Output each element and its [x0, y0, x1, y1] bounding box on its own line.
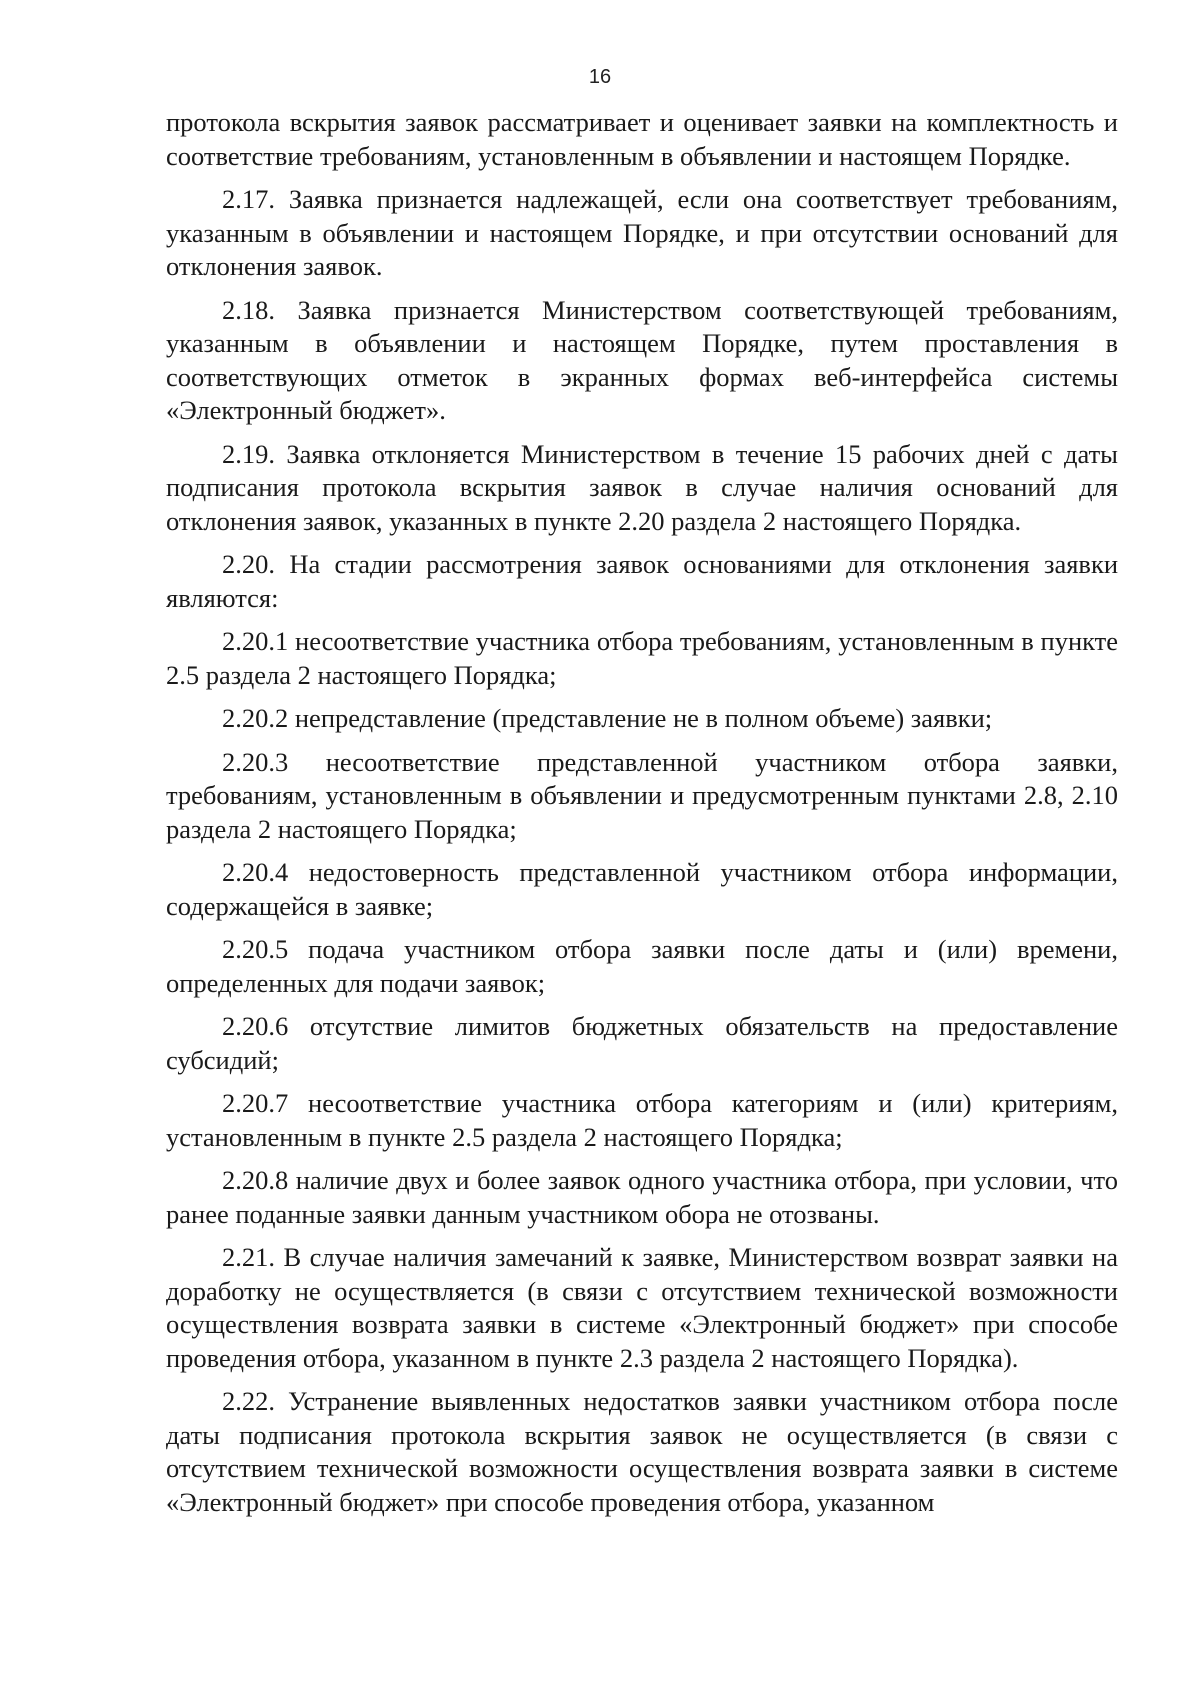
paragraph-2-17: 2.17. Заявка признается надлежащей, если она соответствует требованиям, указанным в объявлении и настоящем Порядке, и при отсутствии оснований для отклонения заявок.: [166, 184, 1118, 281]
paragraph-2-19: 2.19. Заявка отклоняется Министерством в течение 15 рабочих дней с даты подписания протокола вскрытия заявок в случае наличия оснований для отклонения заявок, указанных в пункте 2.20 раздела 2 настоящего Порядка.: [166, 438, 1118, 536]
paragraph-2-18: 2.18. Заявка признается Министерством соответствующей требованиям, указанным в объявлении и настоящем Порядке, путем проставления в соответствующих отметок в экранных формах веб-интерфейса системы «Электронный бюджет».: [166, 294, 1118, 425]
paragraph-2-20-5: 2.20.5 подача участником отбора заявки после даты и (или) времени, определенных для подачи заявок;: [166, 934, 1118, 998]
paragraph-2-21: 2.21. В случае наличия замечаний к заявке, Министерством возврат заявки на доработку не осуществляется (в связи с отсутствием технической возможности осуществления возврата заявки в системе «Электронный бюджет» при способе проведения отбора, указанном в пункте 2.3 раздела 2 настоящего Порядка).: [166, 1242, 1118, 1373]
paragraph-2-20-4: 2.20.4 недостоверность представленной участником отбора информации, содержащейся в заявке;: [166, 857, 1118, 921]
paragraph-2-20: 2.20. На стадии рассмотрения заявок основаниями для отклонения заявки являются:: [166, 549, 1118, 613]
paragraph-2-22: 2.22. Устранение выявленных недостатков заявки участником отбора после даты подписания протокола вскрытия заявок не осуществляется (в связи с отсутствием технической возможности осуществления возврата заявки в системе «Электронный бюджет» при способе проведения отбора, указанном: [166, 1386, 1118, 1517]
paragraph-2-20-1: 2.20.1 несоответствие участника отбора требованиям, установленным в пункте 2.5 раздела 2 настоящего Порядка;: [166, 626, 1118, 690]
document-body: [166, 106, 1118, 1529]
paragraph-2-20-7: 2.20.7 несоответствие участника отбора категориям и (или) критериям, установленным в пункте 2.5 раздела 2 настоящего Порядка;: [166, 1088, 1118, 1152]
paragraph-2-20-6: 2.20.6 отсутствие лимитов бюджетных обязательств на предоставление субсидий;: [166, 1011, 1118, 1075]
paragraph-2-20-3: 2.20.3 несоответствие представленной участником отбора заявки, требованиям, установленным в объявлении и предусмотренным пунктами 2.8, 2.10 раздела 2 настоящего Порядка;: [166, 746, 1118, 844]
paragraph-continuation: протокола вскрытия заявок рассматривает и оценивает заявки на комплектность и соответствие требованиям, установленным в объявлении и настоящем Порядке.: [166, 107, 1118, 171]
paragraph-2-20-2: 2.20.2 непредставление (представление не в полном объеме) заявки;: [222, 703, 993, 733]
page-number: 16: [588, 66, 612, 88]
paragraph-2-20-8: 2.20.8 наличие двух и более заявок одного участника отбора, при условии, что ранее поданные заявки данным участником обора не отозваны.: [166, 1165, 1118, 1229]
